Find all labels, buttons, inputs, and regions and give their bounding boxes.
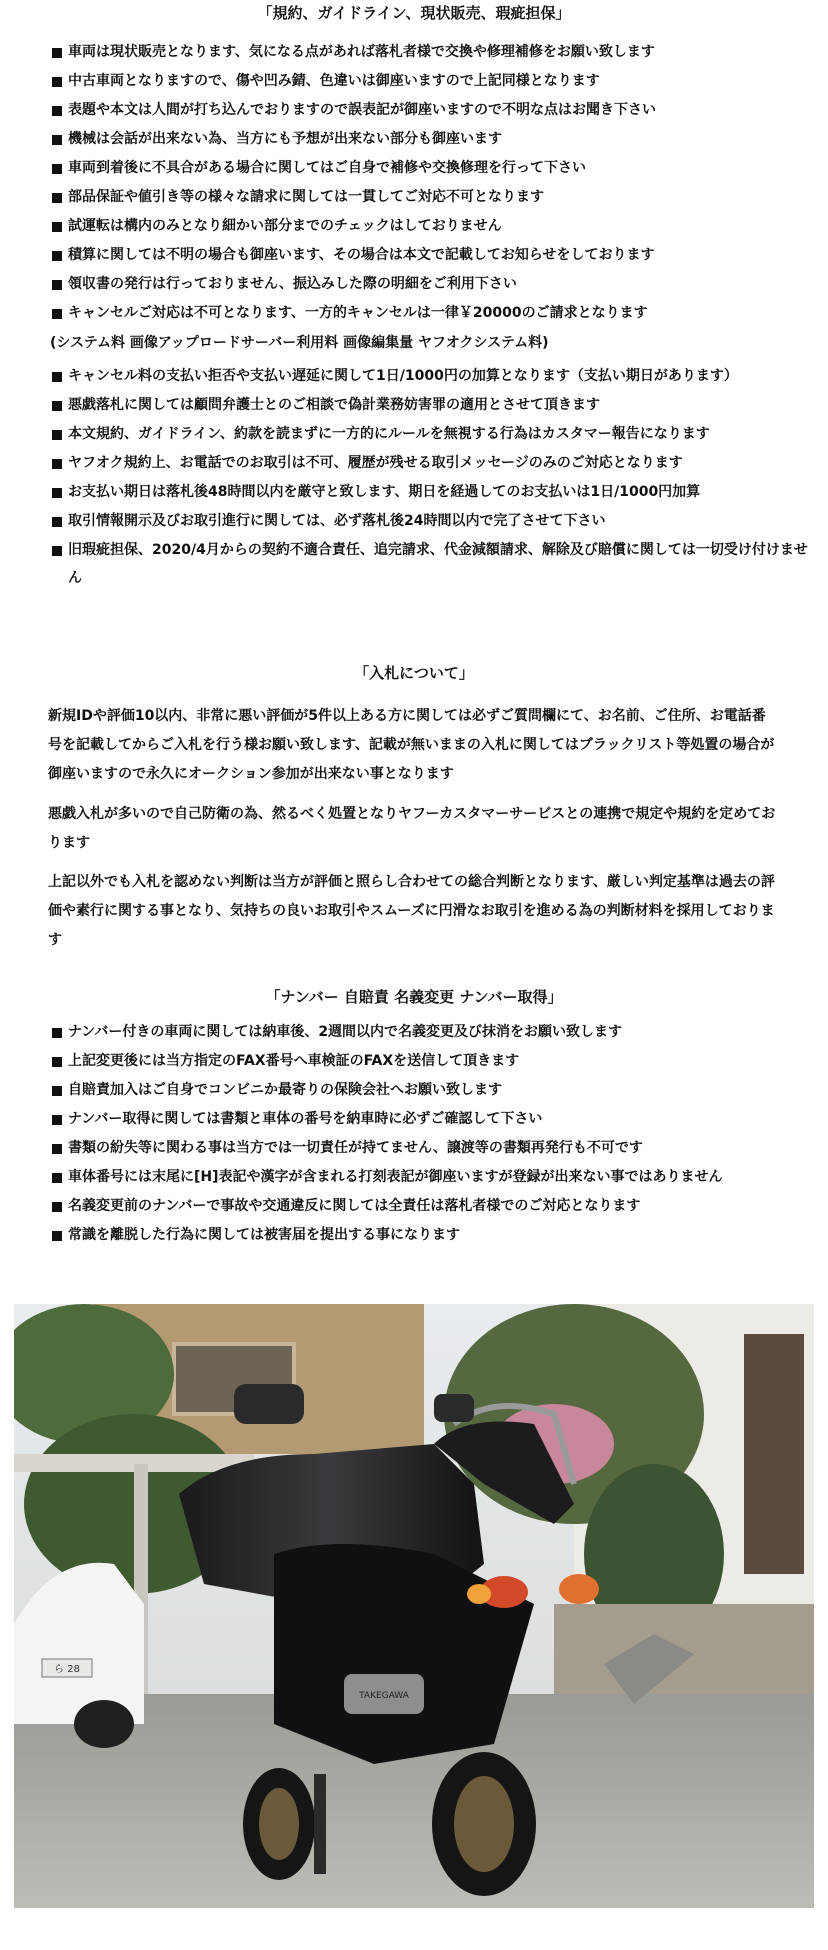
list-item: ナンバー取得に関しては書類と車体の番号を納車時に必ずご確認して下さい xyxy=(52,1105,810,1134)
bullet-square-icon xyxy=(52,1144,62,1154)
list-item: 旧瑕疵担保、2020/4月からの契約不適合責任、追完請求、代金減額請求、解除及び賠償に関しては一切受け付けません xyxy=(52,536,810,592)
bullet-square-icon xyxy=(52,222,62,232)
list-item: 自賠責加入はご自身でコンビニか最寄りの保険会社へお願い致します xyxy=(52,1076,810,1105)
svg-text:TAKEGAWA: TAKEGAWA xyxy=(359,1691,409,1701)
mirror-right xyxy=(434,1394,474,1422)
bidding-paragraph: 上記以外でも入札を認めない判断は当方が評価と照らし合わせての総合判断となります、厳しい判定基準は過去の評価や素行に関する事となり、気持ちの良いお取引やスムーズに円滑なお取引を進める為の判断材料を採用しております xyxy=(48,874,775,948)
front-rim xyxy=(259,1788,299,1860)
rules-list xyxy=(52,38,810,328)
bullet-square-icon xyxy=(52,193,62,203)
system-fee-note: (システム料 画像アップロードサーバー利用料 画像編集量 ヤフオクシステム料) xyxy=(50,335,549,351)
kickstand xyxy=(314,1774,326,1874)
bidding-paragraph: 悪戯入札が多いので自己防衛の為、然るべく処置となりヤフーカスタマーサービスとの連携で規定や規約を定めております xyxy=(48,806,776,851)
rear-rim xyxy=(454,1776,514,1872)
list-item: キャンセルご対応は不可となります、一方的キャンセルは一律￥20000のご請求となります xyxy=(52,299,810,328)
bullet-square-icon xyxy=(52,459,62,469)
list-item: 車両は現状販売となります、気になる点があれば落札者様で交換や修理補修をお願い致します xyxy=(52,38,810,67)
bullet-square-icon xyxy=(52,1086,62,1096)
bullet-square-icon xyxy=(52,1028,62,1038)
list-item: 名義変更前のナンバーで事故や交通違反に関しては全責任は落札者様でのご対応となります xyxy=(52,1192,810,1221)
building-door xyxy=(744,1334,804,1574)
list-item: 積算に関しては不明の場合も御座います、その場合は本文で記載してお知らせをしております xyxy=(52,241,810,270)
bullet-square-icon xyxy=(52,517,62,527)
bullet-square-icon xyxy=(52,1057,62,1067)
bullet-square-icon xyxy=(52,1115,62,1125)
bullet-square-icon xyxy=(52,401,62,411)
list-item: 領収書の発行は行っておりません、振込みした際の明細をご利用下さい xyxy=(52,270,810,299)
rules-list-continued xyxy=(52,362,810,592)
list-item: 試運転は構内のみとなり細かい部分までのチェックはしておりません xyxy=(52,212,810,241)
list-item: 書類の紛失等に関わる事は当方では一切責任が持てません、譲渡等の書類再発行も不可です xyxy=(52,1134,810,1163)
bullet-square-icon xyxy=(52,1173,62,1183)
list-item: 部品保証や値引き等の様々な請求に関しては一貫してご対応不可となります xyxy=(52,183,810,212)
svg-text:ら 28: ら 28 xyxy=(54,1664,80,1675)
bullet-square-icon xyxy=(52,135,62,145)
list-item: 本文規約、ガイドライン、約款を読まずに一方的にルールを無視する行為はカスタマー報告になります xyxy=(52,420,810,449)
list-item: キャンセル料の支払い拒否や支払い遅延に関して1日/1000円の加算となります（支払い期日があります） xyxy=(52,362,810,391)
rules-heading: 「規約、ガイドライン、現状販売、瑕疵担保」 xyxy=(257,4,571,22)
car-wheel xyxy=(74,1700,134,1748)
bullet-square-icon xyxy=(52,280,62,290)
list-item: 中古車両となりますので、傷や凹み錆、色違いは御座いますので上記同様となります xyxy=(52,67,810,96)
bullet-square-icon xyxy=(52,48,62,58)
bullet-square-icon xyxy=(52,309,62,319)
bullet-square-icon xyxy=(52,251,62,261)
list-item: 機械は会話が出来ない為、当方にも予想が出来ない部分も御座います xyxy=(52,125,810,154)
list-item: 上記変更後には当方指定のFAX番号へ車検証のFAXを送信して頂きます xyxy=(52,1047,810,1076)
list-item: お支払い期日は落札後48時間以内を厳守と致します、期日を経過してのお支払いは1日/1000円加算 xyxy=(52,478,810,507)
bullet-square-icon xyxy=(52,1231,62,1241)
plate-rules-list xyxy=(52,1018,810,1250)
list-item: 車両到着後に不具合がある場合に関してはご自身で補修や交換修理を行って下さい xyxy=(52,154,810,183)
list-item: 表題や本文は人間が打ち込んでおりますので誤表記が御座いますので不明な点はお聞き下さい xyxy=(52,96,810,125)
bullet-square-icon xyxy=(52,372,62,382)
bullet-square-icon xyxy=(52,546,62,556)
list-item: 車体番号には末尾に[H]表記や漢字が含まれる打刻表記が御座いますが登録が出来ない事ではありません xyxy=(52,1163,810,1192)
list-item: 悪戯落札に関しては顧問弁護士とのご相談で偽計業務妨害罪の適用とさせて頂きます xyxy=(52,391,810,420)
bidding-paragraph: 新規IDや評価10以内、非常に悪い評価が5件以上ある方に関しては必ずご質問欄にて、お名前、ご住所、お電話番号を記載してからご入札を行う様お願い致します、記載が無いままの入札に関してはブラックリスト等処置の場合が御座いますので永久にオークション参加が出来ない事となります xyxy=(48,708,775,782)
turn-signal-left xyxy=(467,1584,491,1604)
bullet-square-icon xyxy=(52,488,62,498)
plate-heading: 「ナンバー 自賠責 名義変更 ナンバー取得」 xyxy=(265,988,563,1006)
bullet-square-icon xyxy=(52,164,62,174)
list-item: ヤフオク規約上、お電話でのお取引は不可、履歴が残せる取引メッセージのみのご対応となります xyxy=(52,449,810,478)
list-item: ナンバー付きの車両に関しては納車後、2週間以内で名義変更及び抹消をお願い致します xyxy=(52,1018,810,1047)
bullet-square-icon xyxy=(52,77,62,87)
tail-light-right xyxy=(559,1574,599,1604)
motorcycle-photo xyxy=(14,1304,814,1908)
list-item: 常識を離脱した行為に関しては被害届を提出する事になります xyxy=(52,1221,810,1250)
bullet-square-icon xyxy=(52,1202,62,1212)
bullet-square-icon xyxy=(52,106,62,116)
scooter-rear-view-illustration xyxy=(14,1304,814,1908)
bidding-heading: 「入札について」 xyxy=(354,664,474,682)
bullet-square-icon xyxy=(52,430,62,440)
mirror-left xyxy=(234,1384,304,1424)
list-item: 取引情報開示及びお取引進行に関しては、必ず落札後24時間以内で完了させて下さい xyxy=(52,507,810,536)
